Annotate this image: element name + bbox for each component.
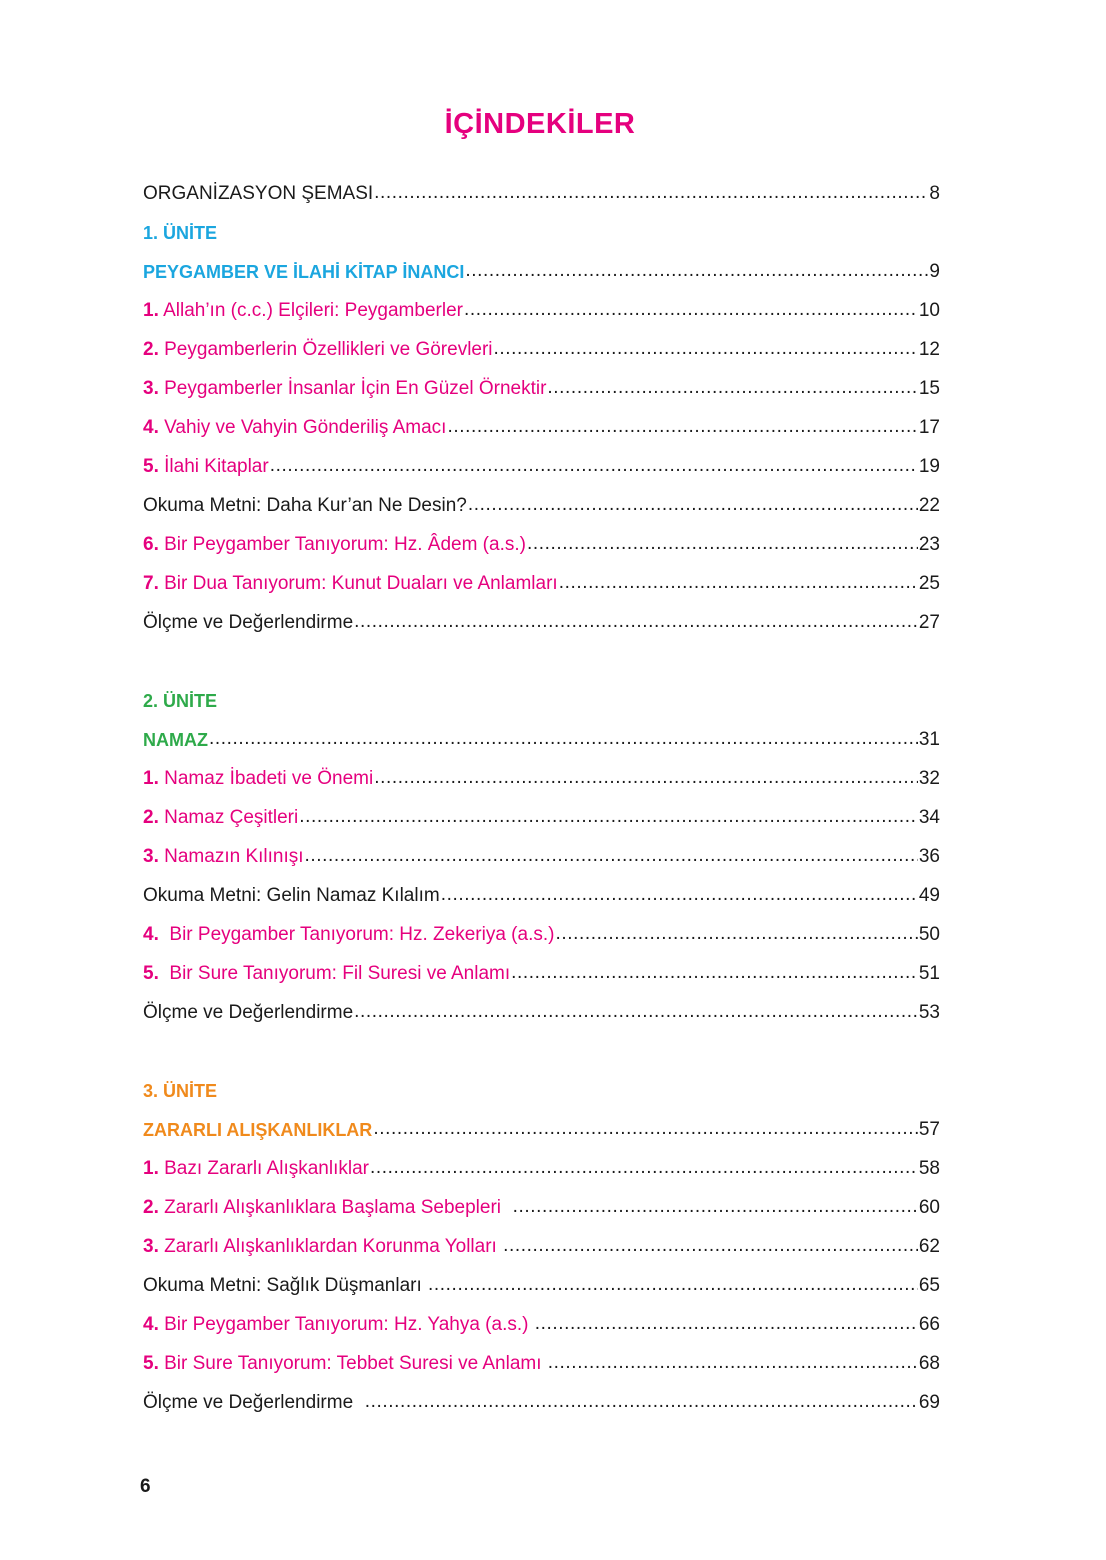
entry-text: Allah’ın (c.c.) Elçileri: Peygamberler <box>158 300 463 321</box>
entry-number: 1. <box>143 300 159 321</box>
toc-entry-label <box>143 1197 512 1219</box>
dot-leader <box>494 338 918 360</box>
toc-entry-organizasyon[interactable] <box>143 175 940 205</box>
dot-leader <box>547 377 917 399</box>
toc-entry[interactable] <box>143 799 940 829</box>
dot-leader <box>374 767 918 789</box>
entry-text: Namaz Çeşitleri <box>158 807 299 828</box>
toc-entry-assessment[interactable] <box>143 994 940 1024</box>
toc-entry[interactable] <box>143 916 940 946</box>
toc-entry[interactable] <box>143 1189 940 1219</box>
toc-entry-label <box>143 1314 534 1336</box>
toc-entry-assessment[interactable] <box>143 1384 940 1414</box>
entry-text: Zararlı Alışkanlıklardan Korunma Yolları <box>158 1236 503 1257</box>
toc-entry-label <box>143 300 463 322</box>
toc-entry-label <box>143 417 446 439</box>
toc-entry[interactable] <box>143 760 940 790</box>
entry-number: 6. <box>143 534 159 555</box>
toc-page-number: 57 <box>918 1119 940 1140</box>
toc-page-number: 17 <box>918 417 940 438</box>
toc-unit-1-heading[interactable] <box>143 253 940 283</box>
dot-leader <box>555 923 917 945</box>
toc-entry-label <box>143 846 304 868</box>
dot-leader <box>354 1001 918 1023</box>
toc-page-number: 69 <box>918 1392 940 1413</box>
toc-unit-3-heading[interactable] <box>143 1111 940 1141</box>
toc-page-number: 19 <box>918 456 940 477</box>
dot-leader <box>270 455 918 477</box>
toc-entry[interactable] <box>143 409 940 439</box>
toc-entry-reading[interactable] <box>143 1267 940 1297</box>
toc-entry-label <box>143 1158 369 1180</box>
entry-text: Zararlı Alışkanlıklara Başlama Sebepleri <box>158 1197 512 1218</box>
entry-number: 1. <box>143 1158 159 1179</box>
dot-leader <box>468 494 918 516</box>
toc-page-number: 12 <box>918 339 940 360</box>
toc-entry-label <box>143 1353 547 1375</box>
entry-text: Vahiy ve Vahyin Gönderiliş Amacı <box>158 417 447 438</box>
toc-page-number: 31 <box>918 729 940 750</box>
entry-text: Bir Sure Tanıyorum: Fil Suresi ve Anlamı <box>158 963 511 984</box>
toc-entry-label: Ölçme ve Değerlendirme <box>143 1002 354 1023</box>
toc-entry-label: Ölçme ve Değerlendirme <box>143 1392 364 1413</box>
unit-2-label <box>143 682 940 712</box>
toc-entry-label <box>143 768 373 790</box>
toc-page-number: 53 <box>918 1002 940 1023</box>
entry-number: 1. <box>143 768 159 789</box>
toc-entry-label: Okuma Metni: Sağlık Düşmanları <box>143 1275 428 1296</box>
toc-page-number: 51 <box>918 963 940 984</box>
toc-entry-label: Ölçme ve Değerlendirme <box>143 612 354 633</box>
entry-text: Bir Sure Tanıyorum: Tebbet Suresi ve Anlamı <box>158 1353 547 1374</box>
entry-text: Peygamberler İnsanlar İçin En Güzel Örnektir <box>158 378 547 399</box>
toc-entry-label <box>143 456 269 478</box>
entry-number: 5. <box>143 963 159 984</box>
toc-entry[interactable] <box>143 1228 940 1258</box>
dot-leader <box>559 572 918 594</box>
dot-leader <box>299 806 918 828</box>
toc-page-number: 58 <box>918 1158 940 1179</box>
toc-entry[interactable] <box>143 1150 940 1180</box>
entry-number: 7. <box>143 573 159 594</box>
entry-text: Namaz İbadeti ve Önemi <box>158 768 374 789</box>
entry-text: Bir Peygamber Tanıyorum: Hz. Yahya (a.s.) <box>158 1314 534 1335</box>
toc-entry-label <box>143 924 554 946</box>
entry-number: 4. <box>143 1314 159 1335</box>
toc-entry-label <box>143 1236 502 1258</box>
dot-leader <box>464 299 918 321</box>
dot-leader <box>354 611 918 633</box>
table-of-contents <box>143 0 940 1560</box>
toc-entry[interactable] <box>143 1345 940 1375</box>
toc-page-number: 22 <box>918 495 940 516</box>
toc-entry-assessment[interactable] <box>143 604 940 634</box>
toc-page-number: 36 <box>918 846 940 867</box>
entry-number: 5. <box>143 456 159 477</box>
toc-page-number: 68 <box>918 1353 940 1374</box>
unit-3-label <box>143 1072 940 1102</box>
dot-leader <box>511 962 918 984</box>
toc-page-number: 25 <box>918 573 940 594</box>
dot-leader <box>305 845 918 867</box>
dot-leader <box>441 884 918 906</box>
entry-number: 2. <box>143 807 159 828</box>
toc-page-number: 8 <box>929 183 940 204</box>
toc-entry[interactable] <box>143 526 940 556</box>
toc-entry-reading[interactable] <box>143 487 940 517</box>
toc-unit-2-heading[interactable] <box>143 721 940 751</box>
unit-title: 2. ÜNİTE <box>143 691 218 711</box>
page-title: İÇİNDEKİLER <box>444 108 636 140</box>
dot-leader <box>513 1196 918 1218</box>
toc-entry[interactable] <box>143 955 940 985</box>
entry-number: 3. <box>143 846 159 867</box>
toc-entry[interactable] <box>143 565 940 595</box>
unit-title: 1. ÜNİTE <box>143 223 218 243</box>
toc-entry-label <box>143 534 526 556</box>
toc-page-number: 10 <box>918 300 940 321</box>
entry-number: 4. <box>143 417 159 438</box>
unit-heading-label: ZARARLI ALIŞKANLIKLAR <box>143 1120 373 1140</box>
unit-heading-label: NAMAZ <box>143 730 208 750</box>
toc-entry-label <box>143 339 493 361</box>
entry-number: 4. <box>143 924 159 945</box>
dot-leader <box>374 182 928 204</box>
toc-entry-label <box>143 807 298 829</box>
entry-text: Bazı Zararlı Alışkanlıklar <box>158 1158 369 1179</box>
entry-text: Namazın Kılınışı <box>158 846 304 867</box>
toc-entry-reading[interactable] <box>143 877 940 907</box>
dot-leader <box>370 1157 918 1179</box>
toc-entry-label <box>143 378 546 400</box>
toc-entry[interactable] <box>143 1306 940 1336</box>
toc-page-number: 34 <box>918 807 940 828</box>
page-number: 6 <box>140 1476 151 1497</box>
entry-text: Peygamberlerin Özellikleri ve Görevleri <box>158 339 493 360</box>
toc-page-number: 65 <box>918 1275 940 1296</box>
unit-1-label <box>143 214 940 244</box>
toc-entry-label <box>143 573 558 595</box>
entry-number: 3. <box>143 1236 159 1257</box>
toc-entry-label <box>143 963 510 985</box>
toc-page-number: 62 <box>918 1236 940 1257</box>
entry-text: Bir Peygamber Tanıyorum: Hz. Âdem (a.s.) <box>158 534 526 555</box>
toc-page-number: 66 <box>918 1314 940 1335</box>
dot-leader <box>548 1352 918 1374</box>
dot-leader <box>428 1274 918 1296</box>
toc-page-number: 27 <box>918 612 940 633</box>
toc-page-number: 15 <box>918 378 940 399</box>
entry-number: 3. <box>143 378 159 399</box>
entry-number: 2. <box>143 1197 159 1218</box>
entry-text: İlahi Kitaplar <box>158 456 269 477</box>
toc-entry[interactable] <box>143 331 940 361</box>
toc-entry[interactable] <box>143 370 940 400</box>
toc-entry[interactable] <box>143 838 940 868</box>
dot-leader <box>503 1235 918 1257</box>
dot-leader <box>373 1118 918 1140</box>
toc-entry-label: Okuma Metni: Daha Kur’an Ne Desin? <box>143 495 467 516</box>
dot-leader <box>465 260 928 282</box>
toc-page-number: 49 <box>918 885 940 906</box>
toc-entry[interactable] <box>143 292 940 322</box>
entry-number: 2. <box>143 339 159 360</box>
dot-leader <box>209 728 918 750</box>
toc-page-number: 60 <box>918 1197 940 1218</box>
entry-text: Bir Dua Tanıyorum: Kunut Duaları ve Anlamları <box>158 573 558 594</box>
dot-leader <box>365 1391 918 1413</box>
dot-leader <box>447 416 917 438</box>
dot-leader <box>535 1313 918 1335</box>
toc-page-number: 23 <box>918 534 940 555</box>
dot-leader <box>527 533 918 555</box>
unit-heading-label: PEYGAMBER VE İLAHİ KİTAP İNANCI <box>143 262 465 282</box>
toc-page-number: 32 <box>918 768 940 789</box>
toc-page-number: 9 <box>929 261 940 282</box>
toc-page-number: 50 <box>918 924 940 945</box>
toc-entry-label: ORGANİZASYON ŞEMASI <box>143 183 374 204</box>
toc-entry-label: Okuma Metni: Gelin Namaz Kılalım <box>143 885 440 906</box>
unit-title: 3. ÜNİTE <box>143 1081 218 1101</box>
toc-entry[interactable] <box>143 448 940 478</box>
entry-text: Bir Peygamber Tanıyorum: Hz. Zekeriya (a.s.) <box>158 924 555 945</box>
entry-number: 5. <box>143 1353 159 1374</box>
